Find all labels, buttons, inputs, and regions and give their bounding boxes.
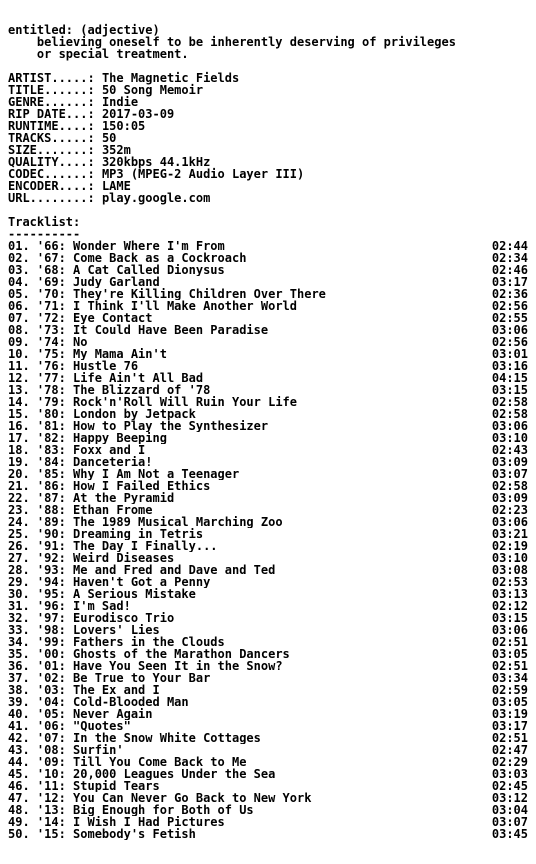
info-row (8, 192, 536, 204)
track-title: Be True to Your Bar (73, 672, 211, 684)
track-row (8, 324, 528, 336)
track-duration: 03:10 (491, 551, 528, 565)
track-duration: 03:34 (491, 671, 528, 685)
track-number: 50. '15: (8, 828, 66, 840)
track-number: 22. '87: (8, 492, 66, 504)
track-row (8, 348, 528, 360)
track-duration: 03:17 (491, 719, 528, 733)
track-number: 48. '13: (8, 804, 66, 816)
track-row (8, 516, 528, 528)
info-value: 320kbps 44.1kHz (101, 155, 211, 169)
track-number: 11. '76: (8, 360, 66, 372)
track-number: 26. '91: (8, 540, 66, 552)
track-duration: 02:56 (491, 299, 528, 313)
track-number: 25. '90: (8, 528, 66, 540)
track-title: How to Play the Synthesizer (73, 420, 269, 432)
track-title: Me and Fred and Dave and Ted (73, 564, 276, 576)
track-number: 05. '70: (8, 288, 66, 300)
track-title: The Blizzard of '78 (73, 384, 211, 396)
track-title: Haven't Got a Penny (73, 576, 211, 588)
track-row (8, 756, 528, 768)
track-duration: 03:06 (491, 419, 528, 433)
info-key: CODEC......: (8, 167, 95, 181)
track-title: Ethan Frome (73, 504, 153, 516)
track-number: 31. '96: (8, 600, 66, 612)
track-title: The Ex and I (73, 684, 160, 696)
definition-term: entitled: (adjective) (8, 23, 160, 37)
track-row (8, 540, 528, 552)
track-number: 14. '79: (8, 396, 66, 408)
track-duration: 02:53 (491, 575, 528, 589)
track-title: The Day I Finally... (73, 540, 218, 552)
track-row (8, 288, 528, 300)
track-title: You Can Never Go Back to New York (73, 792, 312, 804)
info-key: SIZE.......: (8, 143, 95, 157)
track-duration: 04:15 (491, 371, 528, 385)
track-duration: 03:05 (491, 695, 528, 709)
track-duration: 02:12 (491, 599, 528, 613)
track-row (8, 456, 528, 468)
track-duration: 03:17 (491, 275, 528, 289)
track-duration: 03:13 (491, 587, 528, 601)
track-duration: 02:47 (491, 743, 528, 757)
track-number: 01. '66: (8, 240, 66, 252)
track-title: Judy Garland (73, 276, 160, 288)
track-row (8, 504, 528, 516)
info-value: 50 Song Memoir (101, 83, 204, 97)
track-title: Have You Seen It in the Snow? (73, 660, 283, 672)
track-number: 08. '73: (8, 324, 66, 336)
info-value: The Magnetic Fields (101, 71, 240, 85)
track-duration: 02:44 (491, 239, 528, 253)
track-row (8, 708, 528, 720)
track-title: Happy Beeping (73, 432, 167, 444)
track-duration: 02:46 (491, 263, 528, 277)
track-row (8, 492, 528, 504)
track-number: 40. '05: (8, 708, 66, 720)
track-row (8, 768, 528, 780)
track-title: A Cat Called Dionysus (73, 264, 225, 276)
tracklist-rule: ---------- (8, 227, 81, 241)
track-number: 20. '85: (8, 468, 66, 480)
track-title: Dreaming in Tetris (73, 528, 204, 540)
track-duration: 02:34 (491, 251, 528, 265)
track-duration: 02:56 (491, 335, 528, 349)
track-title: Lovers' Lies (73, 624, 160, 636)
track-duration: 03:09 (491, 455, 528, 469)
track-title: Why I Am Not a Teenager (73, 468, 240, 480)
track-row (8, 312, 528, 324)
track-duration: 02:59 (491, 683, 528, 697)
tracklist (8, 240, 536, 840)
info-key: RUNTIME....: (8, 119, 95, 133)
track-title: Hustle 76 (73, 360, 139, 372)
track-title: Till You Come Back to Me (73, 756, 247, 768)
track-number: 28. '93: (8, 564, 66, 576)
track-row (8, 576, 528, 588)
tracklist-heading: Tracklist: (8, 215, 81, 229)
track-title: Never Again (73, 708, 153, 720)
info-key: TITLE......: (8, 83, 95, 97)
track-number: 44. '09: (8, 756, 66, 768)
track-duration: 03:01 (491, 347, 528, 361)
track-row (8, 276, 528, 288)
track-row (8, 684, 528, 696)
track-row (8, 528, 528, 540)
track-duration: 02:55 (491, 311, 528, 325)
track-title: Come Back as a Cockroach (73, 252, 247, 264)
track-row (8, 480, 528, 492)
track-title: It Could Have Been Paradise (73, 324, 269, 336)
track-title: 20,000 Leagues Under the Sea (73, 768, 276, 780)
track-duration: 03:16 (491, 359, 528, 373)
track-number: 36. '01: (8, 660, 66, 672)
track-title: Cold-Blooded Man (73, 696, 189, 708)
track-number: 42. '07: (8, 732, 66, 744)
track-row (8, 780, 528, 792)
track-title: Foxx and I (73, 444, 146, 456)
track-duration: 02:19 (491, 539, 528, 553)
track-number: 43. '08: (8, 744, 66, 756)
info-key: ARTIST.....: (8, 71, 95, 85)
track-row (8, 384, 528, 396)
track-number: 09. '74: (8, 336, 66, 348)
track-row (8, 588, 528, 600)
track-duration: 02:36 (491, 287, 528, 301)
track-title: Wonder Where I'm From (73, 240, 225, 252)
track-row (8, 432, 528, 444)
track-number: 45. '10: (8, 768, 66, 780)
track-duration: 03:45 (491, 827, 528, 841)
track-row (8, 732, 528, 744)
track-duration: 02:58 (491, 407, 528, 421)
track-row (8, 300, 528, 312)
track-number: 03. '68: (8, 264, 66, 276)
definition-line-1: believing oneself to be inherently deserving of privileges (8, 35, 456, 49)
track-duration: 03:09 (491, 491, 528, 505)
track-title: Fathers in the Clouds (73, 636, 225, 648)
info-key: ENCODER....: (8, 179, 95, 193)
track-duration: 02:58 (491, 395, 528, 409)
track-duration: 02:23 (491, 503, 528, 517)
track-row (8, 624, 528, 636)
track-number: 32. '97: (8, 612, 66, 624)
track-duration: 02:29 (491, 755, 528, 769)
track-title: "Quotes" (73, 720, 131, 732)
track-row (8, 372, 528, 384)
track-title: Rock'n'Roll Will Ruin Your Life (73, 396, 297, 408)
track-row (8, 468, 528, 480)
info-value: 50 (101, 131, 117, 145)
track-number: 35. '00: (8, 648, 66, 660)
track-number: 29. '94: (8, 576, 66, 588)
release-info (8, 72, 536, 204)
track-row (8, 696, 528, 708)
info-key: RIP DATE...: (8, 107, 95, 121)
track-number: 18. '83: (8, 444, 66, 456)
track-title: I'm Sad! (73, 600, 131, 612)
track-row (8, 240, 528, 252)
track-title: Somebody's Fetish (73, 828, 196, 840)
definition-line-2: or special treatment. (8, 47, 189, 61)
track-row (8, 360, 528, 372)
track-number: 10. '75: (8, 348, 66, 360)
track-row (8, 828, 528, 840)
track-title: In the Snow White Cottages (73, 732, 261, 744)
track-duration: 03:06 (491, 323, 528, 337)
info-value: 150:05 (101, 119, 146, 133)
track-duration: 03:04 (491, 803, 528, 817)
track-duration: 03:19 (491, 707, 528, 721)
track-row (8, 252, 528, 264)
track-title: Surfin' (73, 744, 124, 756)
track-title: Eurodisco Trio (73, 612, 175, 624)
track-row (8, 396, 528, 408)
track-row (8, 600, 528, 612)
track-number: 33. '98: (8, 624, 66, 636)
track-number: 06. '71: (8, 300, 66, 312)
track-duration: 03:06 (491, 515, 528, 529)
track-row (8, 720, 528, 732)
track-number: 27. '92: (8, 552, 66, 564)
track-title: Eye Contact (73, 312, 153, 324)
track-title: Big Enough for Both of Us (73, 804, 254, 816)
track-title: Ghosts of the Marathon Dancers (73, 648, 290, 660)
track-number: 16. '81: (8, 420, 66, 432)
track-row (8, 420, 528, 432)
track-row (8, 264, 528, 276)
track-duration: 03:07 (491, 815, 528, 829)
info-key: URL........: (8, 191, 95, 205)
track-number: 38. '03: (8, 684, 66, 696)
track-title: At the Pyramid (73, 492, 175, 504)
track-number: 30. '95: (8, 588, 66, 600)
track-title: Weird Diseases (73, 552, 175, 564)
track-duration: 03:06 (491, 623, 528, 637)
track-duration: 02:58 (491, 479, 528, 493)
info-key: TRACKS.....: (8, 131, 95, 145)
track-duration: 03:10 (491, 431, 528, 445)
track-number: 46. '11: (8, 780, 66, 792)
info-key: QUALITY....: (8, 155, 95, 169)
info-value: Indie (101, 95, 139, 109)
track-row (8, 672, 528, 684)
track-duration: 02:51 (491, 731, 528, 745)
spacer (8, 204, 536, 216)
track-number: 24. '89: (8, 516, 66, 528)
track-row (8, 660, 528, 672)
track-title: Life Ain't All Bad (73, 372, 204, 384)
track-row (8, 612, 528, 624)
track-row (8, 552, 528, 564)
track-number: 07. '72: (8, 312, 66, 324)
info-value: LAME (101, 179, 131, 193)
track-title: Danceteria! (73, 456, 153, 468)
track-duration: 02:45 (491, 779, 528, 793)
track-number: 21. '86: (8, 480, 66, 492)
track-row (8, 636, 528, 648)
track-row (8, 744, 528, 756)
track-number: 12. '77: (8, 372, 66, 384)
track-title: How I Failed Ethics (73, 480, 211, 492)
track-number: 47. '12: (8, 792, 66, 804)
track-title: No (73, 336, 88, 348)
info-value: 352m (101, 143, 131, 157)
info-value: play.google.com (101, 191, 211, 205)
track-number: 04. '69: (8, 276, 66, 288)
track-number: 02. '67: (8, 252, 66, 264)
track-duration: 03:12 (491, 791, 528, 805)
track-title: I Think I'll Make Another World (73, 300, 297, 312)
track-duration: 03:15 (491, 383, 528, 397)
info-value: 2017-03-09 (101, 107, 175, 121)
track-row (8, 816, 528, 828)
track-row (8, 648, 528, 660)
track-title: I Wish I Had Pictures (73, 816, 225, 828)
track-number: 13. '78: (8, 384, 66, 396)
track-duration: 03:05 (491, 647, 528, 661)
track-row (8, 792, 528, 804)
track-row (8, 444, 528, 456)
track-title: My Mama Ain't (73, 348, 167, 360)
track-number: 39. '04: (8, 696, 66, 708)
track-title: Stupid Tears (73, 780, 160, 792)
info-value: MP3 (MPEG-2 Audio Layer III) (101, 167, 305, 181)
track-duration: 03:08 (491, 563, 528, 577)
track-duration: 03:15 (491, 611, 528, 625)
track-title: A Serious Mistake (73, 588, 196, 600)
track-number: 37. '02: (8, 672, 66, 684)
track-duration: 02:51 (491, 635, 528, 649)
track-duration: 02:43 (491, 443, 528, 457)
track-title: London by Jetpack (73, 408, 196, 420)
track-number: 15. '80: (8, 408, 66, 420)
track-number: 49. '14: (8, 816, 66, 828)
track-row (8, 564, 528, 576)
track-number: 17. '82: (8, 432, 66, 444)
track-number: 41. '06: (8, 720, 66, 732)
track-duration: 03:21 (491, 527, 528, 541)
track-number: 19. '84: (8, 456, 66, 468)
track-row (8, 336, 528, 348)
track-duration: 03:07 (491, 467, 528, 481)
track-number: 34. '99: (8, 636, 66, 648)
info-key: GENRE......: (8, 95, 95, 109)
track-duration: 03:03 (491, 767, 528, 781)
track-title: The 1989 Musical Marching Zoo (73, 516, 283, 528)
track-row (8, 804, 528, 816)
track-number: 23. '88: (8, 504, 66, 516)
track-title: They're Killing Children Over There (73, 288, 326, 300)
track-row (8, 408, 528, 420)
track-duration: 02:51 (491, 659, 528, 673)
